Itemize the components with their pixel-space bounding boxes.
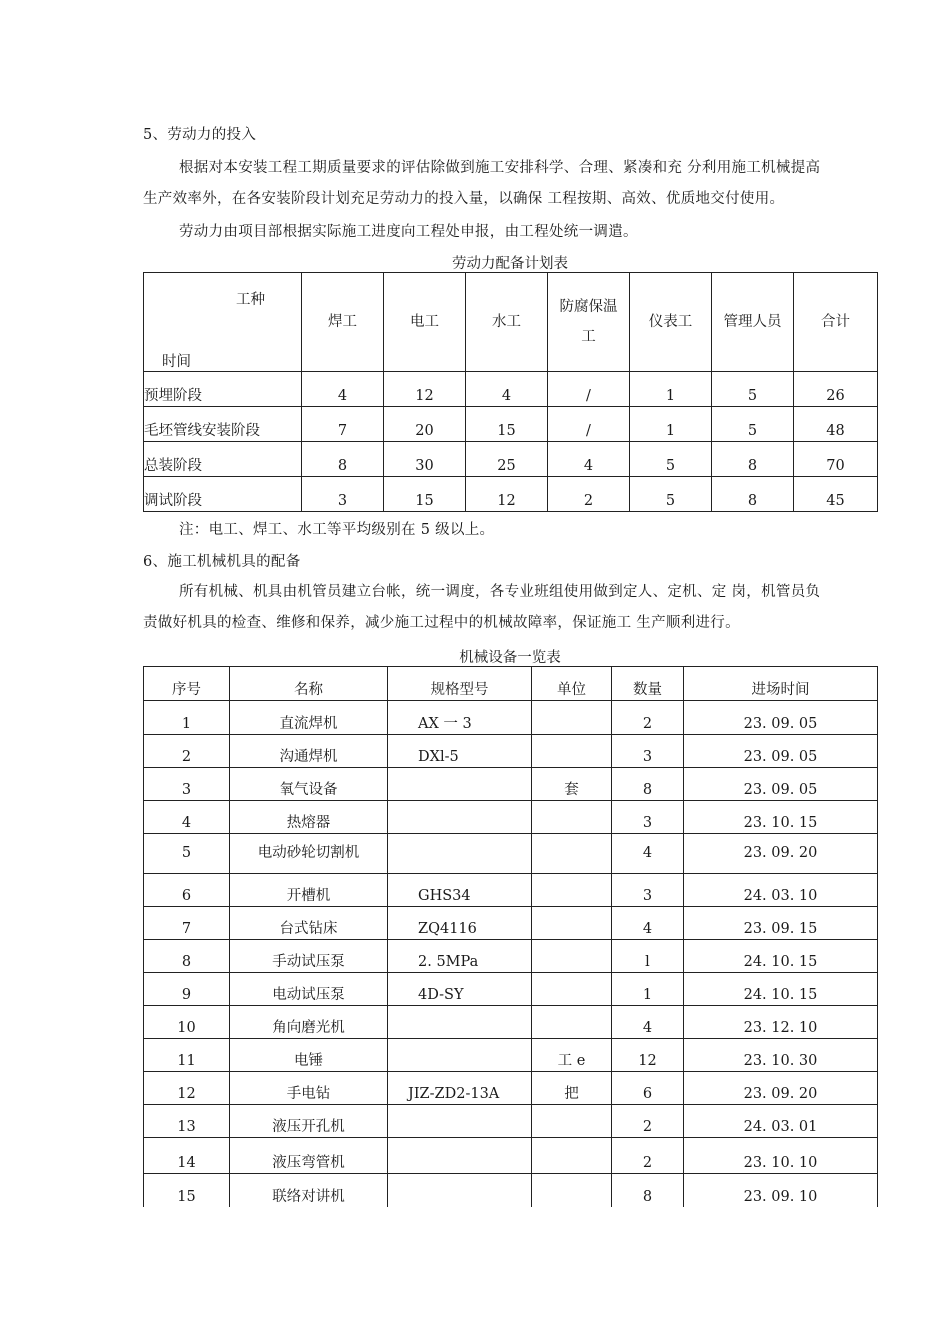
equip-no: 2 [144, 735, 230, 768]
labor-cell: / [548, 407, 630, 442]
equip-table-caption: 机械设备一览表 [459, 650, 561, 666]
equip-name: 手电钻 [230, 1072, 388, 1105]
labor-cell: 1 [630, 372, 712, 407]
labor-cell: 4 [466, 372, 548, 407]
equip-spec: GHS34 [388, 874, 532, 907]
equip-unit [532, 907, 612, 940]
equip-date: 24. 03. 10 [684, 874, 878, 907]
equip-qty: 8 [612, 768, 684, 801]
equip-unit: 套 [532, 768, 612, 801]
equip-spec [388, 1138, 532, 1174]
equip-unit [532, 940, 612, 973]
labor-cell: 15 [384, 477, 466, 512]
equip-qty: 3 [612, 735, 684, 768]
equip-spec [388, 1039, 532, 1072]
equip-qty: 2 [612, 1138, 684, 1174]
equip-unit [532, 1138, 612, 1174]
labor-cell: 4 [302, 372, 384, 407]
equip-row [144, 940, 878, 973]
equip-unit [532, 701, 612, 735]
labor-col-header: 管理人员 [712, 273, 794, 372]
equip-header: 数量 [612, 667, 684, 701]
equip-unit: 工 e [532, 1039, 612, 1072]
equip-unit [532, 874, 612, 907]
labor-cell: 8 [712, 442, 794, 477]
equip-unit: 把 [532, 1072, 612, 1105]
labor-stage: 预埋阶段 [144, 372, 302, 407]
labor-cell: 8 [712, 477, 794, 512]
equip-no: 9 [144, 973, 230, 1006]
equip-no: 1 [144, 701, 230, 735]
equip-date: 23. 12. 10 [684, 1006, 878, 1039]
labor-cell: 4 [548, 442, 630, 477]
equip-date: 24. 03. 01 [684, 1105, 878, 1138]
equip-row [144, 735, 878, 768]
labor-header-row [144, 273, 878, 372]
equip-name: 台式钻床 [230, 907, 388, 940]
labor-cell: / [548, 372, 630, 407]
equip-name: 沟通焊机 [230, 735, 388, 768]
equip-qty: 3 [612, 801, 684, 834]
equip-spec [388, 1105, 532, 1138]
labor-cell: 2 [548, 477, 630, 512]
equip-spec: ZQ4116 [388, 907, 532, 940]
equip-no: 8 [144, 940, 230, 973]
equip-name: 电动试压泵 [230, 973, 388, 1006]
equip-row [144, 701, 878, 735]
equip-header: 名称 [230, 667, 388, 701]
labor-cell: 7 [302, 407, 384, 442]
equip-no: 15 [144, 1174, 230, 1207]
equip-qty: 1 [612, 973, 684, 1006]
equip-row [144, 834, 878, 874]
labor-cell: 5 [712, 407, 794, 442]
equip-date: 23. 09. 20 [684, 834, 878, 874]
equip-spec: JIZ-ZD2-13A [388, 1072, 532, 1105]
equip-spec [388, 1006, 532, 1039]
equip-no: 7 [144, 907, 230, 940]
equip-qty: 4 [612, 834, 684, 874]
equip-header: 进场时间 [684, 667, 878, 701]
equip-name: 电动砂轮切割机 [230, 834, 388, 874]
equip-spec [388, 834, 532, 874]
labor-corner-cell [144, 273, 302, 372]
labor-cell: 5 [630, 477, 712, 512]
labor-cell: 12 [466, 477, 548, 512]
equip-qty: 2 [612, 1105, 684, 1138]
equip-date: 24. 10. 15 [684, 940, 878, 973]
labor-row [144, 477, 878, 512]
section5-para1-line1: 根据对本安装工程工期质量要求的评估除做到施工安排科学、合理、紧凑和充 分利用施工机械提高 [179, 160, 821, 176]
equip-spec: DXl-5 [388, 735, 532, 768]
equip-no: 3 [144, 768, 230, 801]
labor-col-header: 合计 [794, 273, 878, 372]
labor-cell: 70 [794, 442, 878, 477]
labor-corner-bottom: 时间 [162, 354, 191, 370]
equip-row [144, 1006, 878, 1039]
equip-name: 联络对讲机 [230, 1174, 388, 1207]
labor-stage: 调试阶段 [144, 477, 302, 512]
labor-cell: 26 [794, 372, 878, 407]
equip-no: 4 [144, 801, 230, 834]
equip-spec: AX 一 3 [388, 701, 532, 735]
equip-date: 23. 09. 15 [684, 907, 878, 940]
equip-row [144, 1105, 878, 1138]
section6-para-line2: 责做好机具的检查、维修和保养，减少施工过程中的机械故障率，保证施工 生产顺利进行。 [143, 615, 740, 631]
labor-col-header-line2: 工 [581, 328, 596, 345]
labor-col-header: 仪表工 [630, 273, 712, 372]
labor-note: 注：电工、焊工、水工等平均级别在 5 级以上。 [179, 522, 495, 538]
equip-qty: 2 [612, 701, 684, 735]
equip-unit [532, 834, 612, 874]
labor-table-caption: 劳动力配备计划表 [452, 256, 568, 272]
equip-date: 24. 10. 15 [684, 973, 878, 1006]
section5-heading: 5、劳动力的投入 [143, 127, 257, 143]
equip-qty: 6 [612, 1072, 684, 1105]
equip-qty: 4 [612, 907, 684, 940]
equip-name: 直流焊机 [230, 701, 388, 735]
equip-no: 13 [144, 1105, 230, 1138]
equip-row [144, 874, 878, 907]
equip-date: 23. 10. 30 [684, 1039, 878, 1072]
labor-cell: 5 [712, 372, 794, 407]
equip-spec [388, 768, 532, 801]
labor-cell: 45 [794, 477, 878, 512]
labor-corner-top: 工种 [236, 292, 265, 308]
equip-row [144, 1039, 878, 1072]
equip-spec [388, 1174, 532, 1207]
equip-name: 角向磨光机 [230, 1006, 388, 1039]
labor-stage: 毛坯管线安装阶段 [144, 407, 302, 442]
equip-qty: 8 [612, 1174, 684, 1207]
equip-no: 14 [144, 1138, 230, 1174]
labor-cell: 12 [384, 372, 466, 407]
equip-name: 热熔器 [230, 801, 388, 834]
equip-unit [532, 1174, 612, 1207]
equip-name: 开槽机 [230, 874, 388, 907]
equip-row [144, 1174, 878, 1207]
labor-stage: 总装阶段 [144, 442, 302, 477]
labor-row [144, 407, 878, 442]
labor-row [144, 442, 878, 477]
equip-unit [532, 1006, 612, 1039]
equip-unit [532, 1105, 612, 1138]
equip-no: 6 [144, 874, 230, 907]
section6-heading: 6、施工机械机具的配备 [143, 554, 301, 570]
equip-date: 23. 09. 05 [684, 735, 878, 768]
equip-spec: 2. 5MPa [388, 940, 532, 973]
labor-cell: 3 [302, 477, 384, 512]
equip-unit [532, 801, 612, 834]
labor-cell: 25 [466, 442, 548, 477]
labor-cell: 30 [384, 442, 466, 477]
labor-cell: 20 [384, 407, 466, 442]
equip-header-row [144, 667, 878, 701]
equip-date: 23. 10. 15 [684, 801, 878, 834]
equip-name: 液压开孔机 [230, 1105, 388, 1138]
equip-unit [532, 973, 612, 1006]
equip-name: 手动试压泵 [230, 940, 388, 973]
equip-header: 序号 [144, 667, 230, 701]
equip-row [144, 801, 878, 834]
equip-date: 23. 09. 20 [684, 1072, 878, 1105]
section6-para-line1: 所有机械、机具由机管员建立台帐，统一调度，各专业班组使用做到定人、定机、定 岗，机管员负 [179, 584, 821, 600]
section5-para1-line2: 生产效率外，在各安装阶段计划充足劳动力的投入量，以确保 工程按期、高效、优质地交付使用。 [143, 191, 785, 207]
labor-col-header: 电工 [384, 273, 466, 372]
equip-name: 液压弯管机 [230, 1138, 388, 1174]
equip-no: 12 [144, 1072, 230, 1105]
labor-cell: 5 [630, 442, 712, 477]
equip-name: 电锤 [230, 1039, 388, 1072]
equip-table [143, 666, 878, 1207]
equip-date: 23. 10. 10 [684, 1138, 878, 1174]
labor-col-header: 水工 [466, 273, 548, 372]
equip-name: 氧气设备 [230, 768, 388, 801]
equip-no: 5 [144, 834, 230, 874]
equip-spec: 4D-SY [388, 973, 532, 1006]
labor-cell: 48 [794, 407, 878, 442]
equip-row [144, 907, 878, 940]
labor-cell: 15 [466, 407, 548, 442]
equip-spec [388, 801, 532, 834]
equip-no: 10 [144, 1006, 230, 1039]
equip-row [144, 973, 878, 1006]
equip-no: 11 [144, 1039, 230, 1072]
equip-date: 23. 09. 10 [684, 1174, 878, 1207]
labor-row [144, 372, 878, 407]
equip-row [144, 1072, 878, 1105]
equip-date: 23. 09. 05 [684, 701, 878, 735]
labor-cell: 1 [630, 407, 712, 442]
labor-col-header: 焊工 [302, 273, 384, 372]
equip-header: 单位 [532, 667, 612, 701]
labor-cell: 8 [302, 442, 384, 477]
equip-qty: 3 [612, 874, 684, 907]
equip-qty: 12 [612, 1039, 684, 1072]
section5-para2: 劳动力由项目部根据实际施工进度向工程处申报，由工程处统一调遣。 [179, 224, 638, 240]
equip-date: 23. 09. 05 [684, 768, 878, 801]
equip-row [144, 768, 878, 801]
equip-header: 规格型号 [388, 667, 532, 701]
labor-col-header-anticorrosion [548, 273, 630, 372]
labor-col-header-line1: 防腐保温 [559, 298, 618, 315]
equip-row [144, 1138, 878, 1174]
labor-table [143, 272, 878, 512]
equip-qty: l [612, 940, 684, 973]
equip-qty: 4 [612, 1006, 684, 1039]
equip-unit [532, 735, 612, 768]
